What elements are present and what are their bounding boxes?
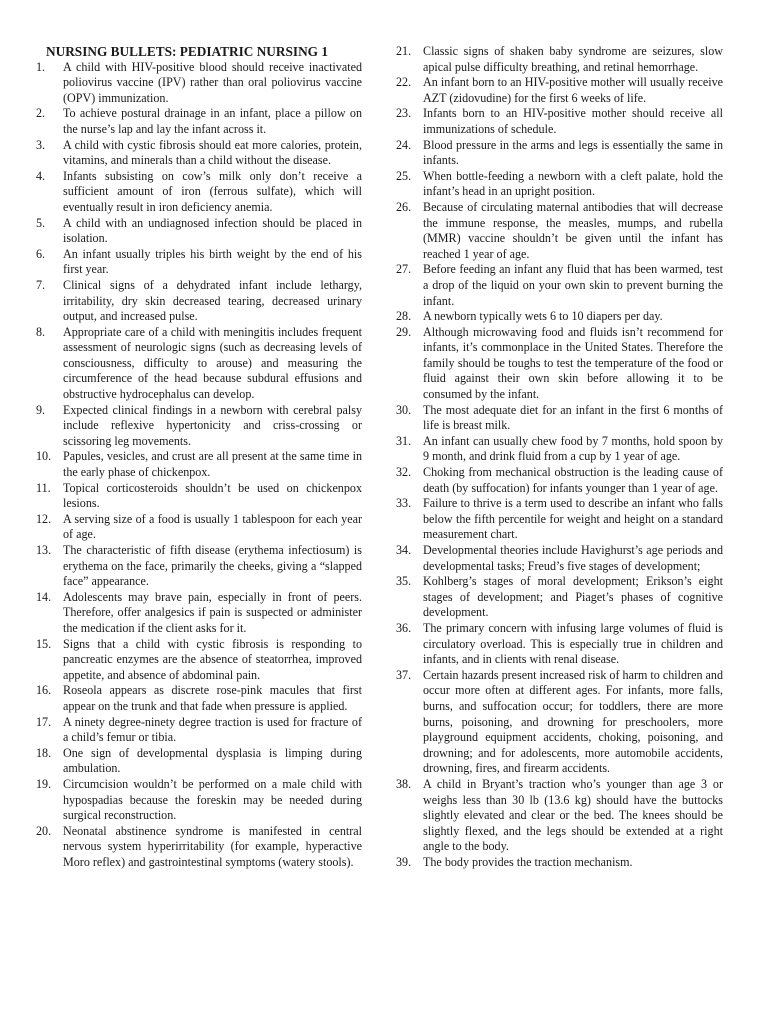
bullet-number: 16.: [36, 683, 52, 698]
bullet-item: [396, 309, 723, 325]
bullet-item: [36, 543, 362, 590]
bullet-item: [396, 668, 723, 777]
bullet-number: 18.: [36, 745, 52, 760]
bullet-item: [396, 574, 723, 621]
bullet-item: [36, 60, 362, 107]
bullet-text: Topical corticosteroids shouldn’t be used on chickenpox lesions.: [63, 480, 362, 511]
bullet-text: The characteristic of fifth disease (erythema infectiosum) is erythema on the face, primarily the cheeks, giving a “slapped face” appearance.: [63, 543, 362, 589]
bullet-number: 32.: [396, 465, 412, 480]
bullet-text: Kohlberg’s stages of moral development; Erikson’s eight stages of development; and Piaget’s phases of cognitive development.: [423, 574, 723, 620]
right-bullet-list: [396, 44, 723, 870]
bullet-text: Although microwaving food and fluids isn’t recommend for infants, it’s commonplace in the United States. Therefore the family should be toughs to test the temperature of the food or fluid against their own skin before allowing it to be consumed by the infant.: [423, 324, 723, 402]
bullet-number: 15.: [36, 636, 52, 651]
bullet-number: 9.: [36, 402, 46, 417]
bullet-text: Circumcision wouldn’t be performed on a male child with hypospadias because the foreskin may be needed during surgical reconstruction.: [63, 776, 362, 823]
bullet-number: 6.: [36, 246, 46, 261]
bullet-text: Infants subsisting on cow’s milk only don’t receive a sufficient amount of iron (ferrous sulfate), which will eventually result in iron deficiency anemia.: [63, 168, 362, 214]
bullet-item: [36, 481, 362, 512]
bullet-text: Infants born to an HIV-positive mother should receive all immunizations of schedule.: [423, 106, 723, 136]
bullet-text: Classic signs of shaken baby syndrome are seizures, slow apical pulse difficulty breathing, and retinal hemorrhage.: [423, 44, 723, 74]
bullet-number: 25.: [396, 168, 412, 183]
bullet-text: An infant usually triples his birth weight by the end of his first year.: [63, 246, 362, 277]
bullet-number: 7.: [36, 277, 46, 292]
bullet-item: [36, 512, 362, 543]
bullet-text: The body provides the traction mechanism.: [423, 854, 633, 869]
bullet-number: 38.: [396, 776, 412, 791]
bullet-item: [396, 855, 723, 871]
bullet-item: [36, 403, 362, 450]
bullet-text: An infant can usually chew food by 7 months, hold spoon by 9 month, and drink fluid from a cup by 1 year of age.: [423, 433, 723, 464]
bullet-number: 21.: [396, 44, 412, 58]
bullet-number: 35.: [396, 574, 412, 589]
bullet-text: Before feeding an infant any fluid that has been warmed, test a drop of the liquid on your own skin to prevent burning the infant.: [423, 262, 723, 308]
bullet-number: 14.: [36, 589, 52, 604]
bullet-number: 31.: [396, 433, 412, 448]
bullet-text: The primary concern with infusing large volumes of fluid is circulatory overload. This is especially true in children and infants, and in clients with renal disease.: [423, 620, 723, 667]
bullet-number: 28.: [396, 309, 412, 324]
bullet-item: [36, 590, 362, 637]
bullet-text: Roseola appears as discrete rose-pink macules that first appear on the trunk and that fade when pressure is applied.: [63, 683, 362, 713]
bullet-text: When bottle-feeding a newborn with a cleft palate, hold the infant’s head in an upright position.: [423, 168, 723, 199]
bullet-text: Clinical signs of a dehydrated infant include lethargy, irritability, dry skin decreased tearing, decreased urinary output, and increased pulse.: [63, 277, 362, 324]
bullet-number: 29.: [396, 324, 412, 339]
bullet-item: [36, 106, 362, 137]
bullet-item: [396, 621, 723, 668]
bullet-item: [36, 449, 362, 480]
left-bullet-list: [36, 60, 362, 871]
bullet-number: 20.: [36, 823, 52, 838]
bullet-number: 11.: [36, 480, 51, 495]
bullet-text: Expected clinical findings in a newborn with cerebral palsy include reflexive hypertonicity and criss-crossing or scissoring leg movements.: [63, 402, 362, 448]
bullet-number: 8.: [36, 324, 46, 339]
bullet-item: [36, 216, 362, 247]
bullet-item: [396, 777, 723, 855]
bullet-item: [36, 637, 362, 684]
bullet-number: 2.: [36, 106, 46, 121]
bullet-text: A newborn typically wets 6 to 10 diapers per day.: [423, 309, 663, 324]
bullet-number: 36.: [396, 620, 412, 635]
bullet-number: 27.: [396, 262, 412, 277]
bullet-text: A serving size of a food is usually 1 tablespoon for each year of age.: [63, 511, 362, 542]
bullet-text: A child with an undiagnosed infection should be placed in isolation.: [63, 215, 362, 246]
page-title: NURSING BULLETS: PEDIATRIC NURSING 1: [46, 44, 328, 59]
bullet-item: [396, 44, 723, 75]
bullet-item: [36, 683, 362, 714]
bullet-number: 24.: [396, 137, 412, 152]
bullet-text: An infant born to an HIV-positive mother will usually receive AZT (zidovudine) for the first 6 weeks of life.: [423, 75, 723, 105]
bullet-text: Appropriate care of a child with meningitis includes frequent assessment of neurologic signs (such as decreasing levels of consciousness, difficulty to arouse) and measuring the circumference of the head because subdural effusions and obstructive hydrocephalus can develop.: [63, 324, 362, 402]
bullet-text: Certain hazards present increased risk of harm to children and occur more often at different ages. For infants, more falls, burns, and suffocation occur; for toddlers, there are more burns, poisoning, and drowning for preschoolers, more playground equipment accidents, choking, poisoning, and drowning; and for adolescents, more automobile accidents, drowning, fires, and firearm accidents.: [423, 667, 723, 776]
bullet-item: [396, 325, 723, 403]
bullet-text: Choking from mechanical obstruction is the leading cause of death (by suffocation) for infants younger than 1 year of age.: [423, 465, 723, 495]
bullet-item: [396, 106, 723, 137]
bullet-text: A child in Bryant’s traction who’s younger than age 3 or weighs less than 30 lb (13.6 kg) should have the buttocks slightly elevated and clear or the bed. The knees should be slightly flexed, and the legs should be extended at a right angle to the body.: [423, 776, 723, 854]
bullet-number: 22.: [396, 75, 412, 90]
bullet-number: 17.: [36, 714, 52, 729]
bullet-text: A ninety degree-ninety degree traction is used for fracture of a child’s femur or tibia.: [63, 714, 362, 745]
bullet-number: 30.: [396, 402, 412, 417]
bullet-item: [396, 262, 723, 309]
bullet-number: 5.: [36, 215, 46, 230]
bullet-item: [36, 746, 362, 777]
bullet-number: 12.: [36, 511, 52, 526]
bullet-item: [36, 715, 362, 746]
bullet-number: 19.: [36, 776, 52, 791]
bullet-item: [396, 465, 723, 496]
bullet-number: 13.: [36, 543, 52, 557]
bullet-text: Neonatal abstinence syndrome is manifested in central nervous system hyperirritability (for example, hyperactive Moro reflex) and gastrointestinal symptoms (watery stools).: [63, 823, 362, 869]
bullet-number: 37.: [396, 667, 412, 682]
bullet-item: [396, 75, 723, 106]
bullet-text: A child with HIV-positive blood should receive inactivated poliovirus vaccine (IPV) rather than oral poliovirus vaccine (OPV) immunization.: [63, 59, 362, 105]
bullet-item: [396, 200, 723, 262]
bullet-number: 33.: [396, 496, 412, 511]
bullet-number: 23.: [396, 106, 412, 121]
bullet-text: To achieve postural drainage in an infant, place a pillow on the nurse’s lap and lay the infant across it.: [63, 106, 362, 136]
bullet-item: [396, 434, 723, 465]
bullet-number: 10.: [36, 449, 52, 464]
bullet-number: 26.: [396, 199, 412, 214]
bullet-text: Failure to thrive is a term used to describe an infant who falls below the fifth percentile for weight and height on a standard measurement chart.: [423, 496, 723, 542]
bullet-number: 34.: [396, 543, 412, 557]
bullet-text: A child with cystic fibrosis should eat more calories, protein, vitamins, and minerals than a child without the disease.: [63, 137, 362, 168]
bullet-text: Developmental theories include Havighurst’s age periods and developmental tasks; Freud’s five stages of development;: [423, 543, 723, 573]
bullet-item: [36, 169, 362, 216]
bullet-number: 39.: [396, 854, 412, 869]
bullet-item: [396, 169, 723, 200]
bullet-item: [396, 138, 723, 169]
bullet-item: [36, 325, 362, 403]
bullet-number: 3.: [36, 137, 46, 152]
bullet-number: 4.: [36, 168, 46, 183]
bullet-text: The most adequate diet for an infant in the first 6 months of life is breast milk.: [423, 402, 723, 433]
bullet-item: [396, 403, 723, 434]
bullet-text: One sign of developmental dysplasia is limping during ambulation.: [63, 745, 362, 776]
bullet-text: Because of circulating maternal antibodies that will decrease the immune response, the measles, mumps, and rubella (MMR) vaccine shouldn’t be given until the infant has reached 1 year of age.: [423, 199, 723, 261]
bullet-item: [36, 824, 362, 871]
bullet-item: [36, 278, 362, 325]
bullet-text: Adolescents may brave pain, especially in front of peers. Therefore, offer analgesics if pain is suspected or administer the medication if the client asks for it.: [63, 589, 362, 635]
bullet-item: [36, 138, 362, 169]
right-column: [396, 44, 723, 870]
bullet-text: Papules, vesicles, and crust are all present at the same time in the early phase of chickenpox.: [63, 449, 362, 480]
bullet-item: [36, 777, 362, 824]
bullet-item: [36, 247, 362, 278]
bullet-item: [396, 543, 723, 574]
bullet-text: Signs that a child with cystic fibrosis is responding to pancreatic enzymes are the absence of steatorrhea, improved appetite, and absence of abdominal pain.: [63, 636, 362, 682]
bullet-text: Blood pressure in the arms and legs is essentially the same in infants.: [423, 137, 723, 168]
left-column: [36, 44, 362, 870]
bullet-number: 1.: [36, 59, 46, 74]
bullet-item: [396, 496, 723, 543]
